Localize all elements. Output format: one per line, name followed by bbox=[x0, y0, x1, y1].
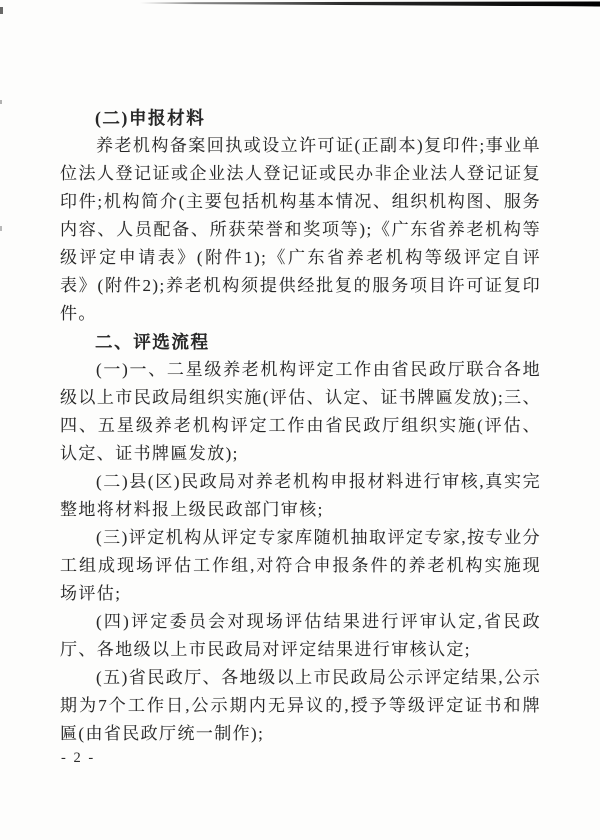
heading-application-materials: (二)申报材料 bbox=[95, 108, 206, 128]
paragraph-process-step-1: (一)一、二星级养老机构评定工作由省民政厅联合各地级以上市民政局组织实施(评估、认定、证书牌匾发放);三、四、五星级养老机构评定工作由省民政厅组织实施(评估、认定、证书牌匾发放); bbox=[60, 360, 541, 463]
scan-speck bbox=[0, 100, 2, 104]
paragraph-process-step-2: (二)县(区)民政局对养老机构申报材料进行审核,真实完整地将材料报上级民政部门审核; bbox=[60, 472, 541, 519]
scan-artifact-line bbox=[140, 1, 600, 7]
scan-speck bbox=[0, 226, 2, 231]
paragraph-process-step-3: (三)评定机构从评定专家库随机抽取评定专家,按专业分工组成现场评估工作组,对符合申报条件的养老机构实施现场评估; bbox=[60, 528, 541, 603]
document-content bbox=[60, 104, 541, 748]
heading-selection-process: 二、评选流程 bbox=[95, 332, 210, 352]
paragraph-process-step-5: (五)省民政厅、各地级以上市民政局公示评定结果,公示期为7个工作日,公示期内无异议的,授予等级评定证书和牌匾(由省民政厅统一制作); bbox=[60, 668, 541, 743]
page-number: - 2 - bbox=[61, 750, 96, 766]
paragraph-application-materials: 养老机构备案回执或设立许可证(正副本)复印件;事业单位法人登记证或企业法人登记证或民办非企业法人登记证复印件;机构简介(主要包括机构基本情况、组织机构图、服务内容、人员配备、所获荣誉和奖项等);《广东省养老机构等级评定申请表》(附件1);《广东省养老机构等级评定自评表》(附件2);养老机构须提供经批复的服务项目许可证复印件。 bbox=[60, 136, 541, 323]
scan-speck bbox=[0, 7, 3, 14]
paragraph-process-step-4: (四)评定委员会对现场评估结果进行评审认定,省民政厅、各地级以上市民政局对评定结果进行审核认定; bbox=[60, 612, 541, 659]
